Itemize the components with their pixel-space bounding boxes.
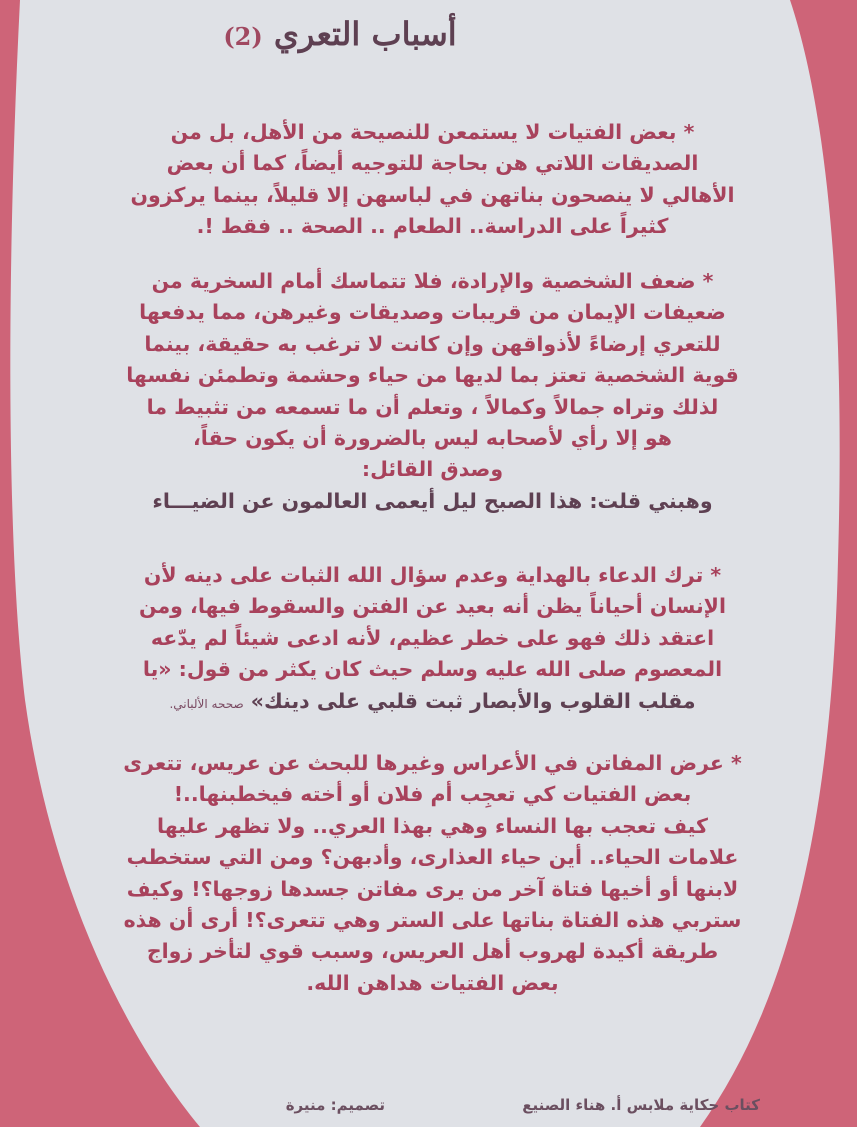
text-line: الصديقات اللاتي هن بحاجة للتوجيه أيضاً، كما أن بعض [166,151,699,176]
text-line: * ترك الدعاء بالهداية وعدم سؤال الله الثبات على دينه لأن [143,563,722,587]
text-line: علامات الحياء.. أين حياء العذارى، وأدبهن؟ ومن التي ستخطب [126,845,739,870]
hadith-text: مقلب القلوب والأبصار ثبت قلبي على دينك» [250,688,696,713]
text-line: ضعيفات الإيمان من قريبات وصديقات وغيرهن، مما يدفعها [139,300,726,325]
book-credit: كتاب حكاية ملابس أ. هناء الصنيع [522,1096,760,1114]
text-line: اعتقد ذلك فهو على خطر عظيم، لأنه ادعى شيئاً لم يدّعه [150,625,715,650]
text-line: ستربي هذه الفتاة بناتها على الستر وهي تتعرى؟! أرى أن هذه [123,908,742,933]
section-parents-advice [75,117,790,243]
text-line: المعصوم صلى الله عليه وسلم حيث كان يكثر من قول: «يا [142,657,723,682]
footer-credits [60,1096,800,1122]
title-text: أسباب التعري [273,15,457,53]
text-line: طريقة أكيدة لهروب أهل العريس، وسبب قوي لتأخر زواج [146,939,719,964]
hadith-authentication-note: صححه الألباني. [169,696,244,711]
article [60,0,800,1127]
text-line: هو إلا رأي لأصحابه ليس بالضرورة أن يكون حقاً، [193,426,672,451]
section-weak-personality [75,266,790,517]
section-prayer [75,560,790,720]
text-line: الأهالي لا ينصحون بناتهن في لباسهن إلا قليلاً، بينما يركزون [130,182,735,207]
poetry-verse [75,486,790,517]
text-line: * بعض الفتيات لا يستمعن للنصيحة من الأهل، بل من [170,120,695,144]
text-line: للتعري إرضاءً لأذواقهن وإن كانت لا ترغب به حقيقة، بينما [144,331,721,356]
text-line: * عرض المفاتن في الأعراس وغيرها للبحث عن عريس، تتعرى [123,751,742,775]
design-credit: تصميم: منيرة [285,1096,385,1114]
text-line: وصدق القائل: [361,457,504,482]
text-line: كثيراً على الدراسة.. الطعام .. الصحة .. فقط !. [196,214,669,239]
text-line: لابنها أو أخيها فتاة آخر من يرى مفاتن جسدها زوجها؟! وكيف [126,876,739,901]
text-line: لذلك وتراه جمالاً وكمالاً ، وتعلم أن ما تسمعه من تثبيط ما [146,394,719,419]
text-line: الإنسان أحياناً يظن أنه بعيد عن الفتن والسقوط فيها، ومن [139,594,726,619]
title-part-number: (2) [223,22,263,51]
hadith-line [75,686,790,720]
page-title [60,12,620,59]
text-line: قوية الشخصية تعتز بما لديها من حياء وحشمة وتطمئن نفسها [126,363,739,388]
verse-first-hemistich: وهبني قلت: هذا الصبح ليل [442,488,713,513]
text-line: بعض الفتيات هداهن الله. [306,970,559,995]
section-wedding-display [75,748,790,999]
verse-second-hemistich: أيعمى العالمون عن الضيـــاء [152,488,436,513]
text-line: كيف تعجب بها النساء وهي بهذا العري.. ولا تظهر عليها [157,813,708,838]
text-line: * ضعف الشخصية والإرادة، فلا تتماسك أمام السخرية من [151,269,714,293]
text-line: بعض الفتيات كي تعجِب أم فلان أو أخته فيخطبنها..! [173,782,692,807]
